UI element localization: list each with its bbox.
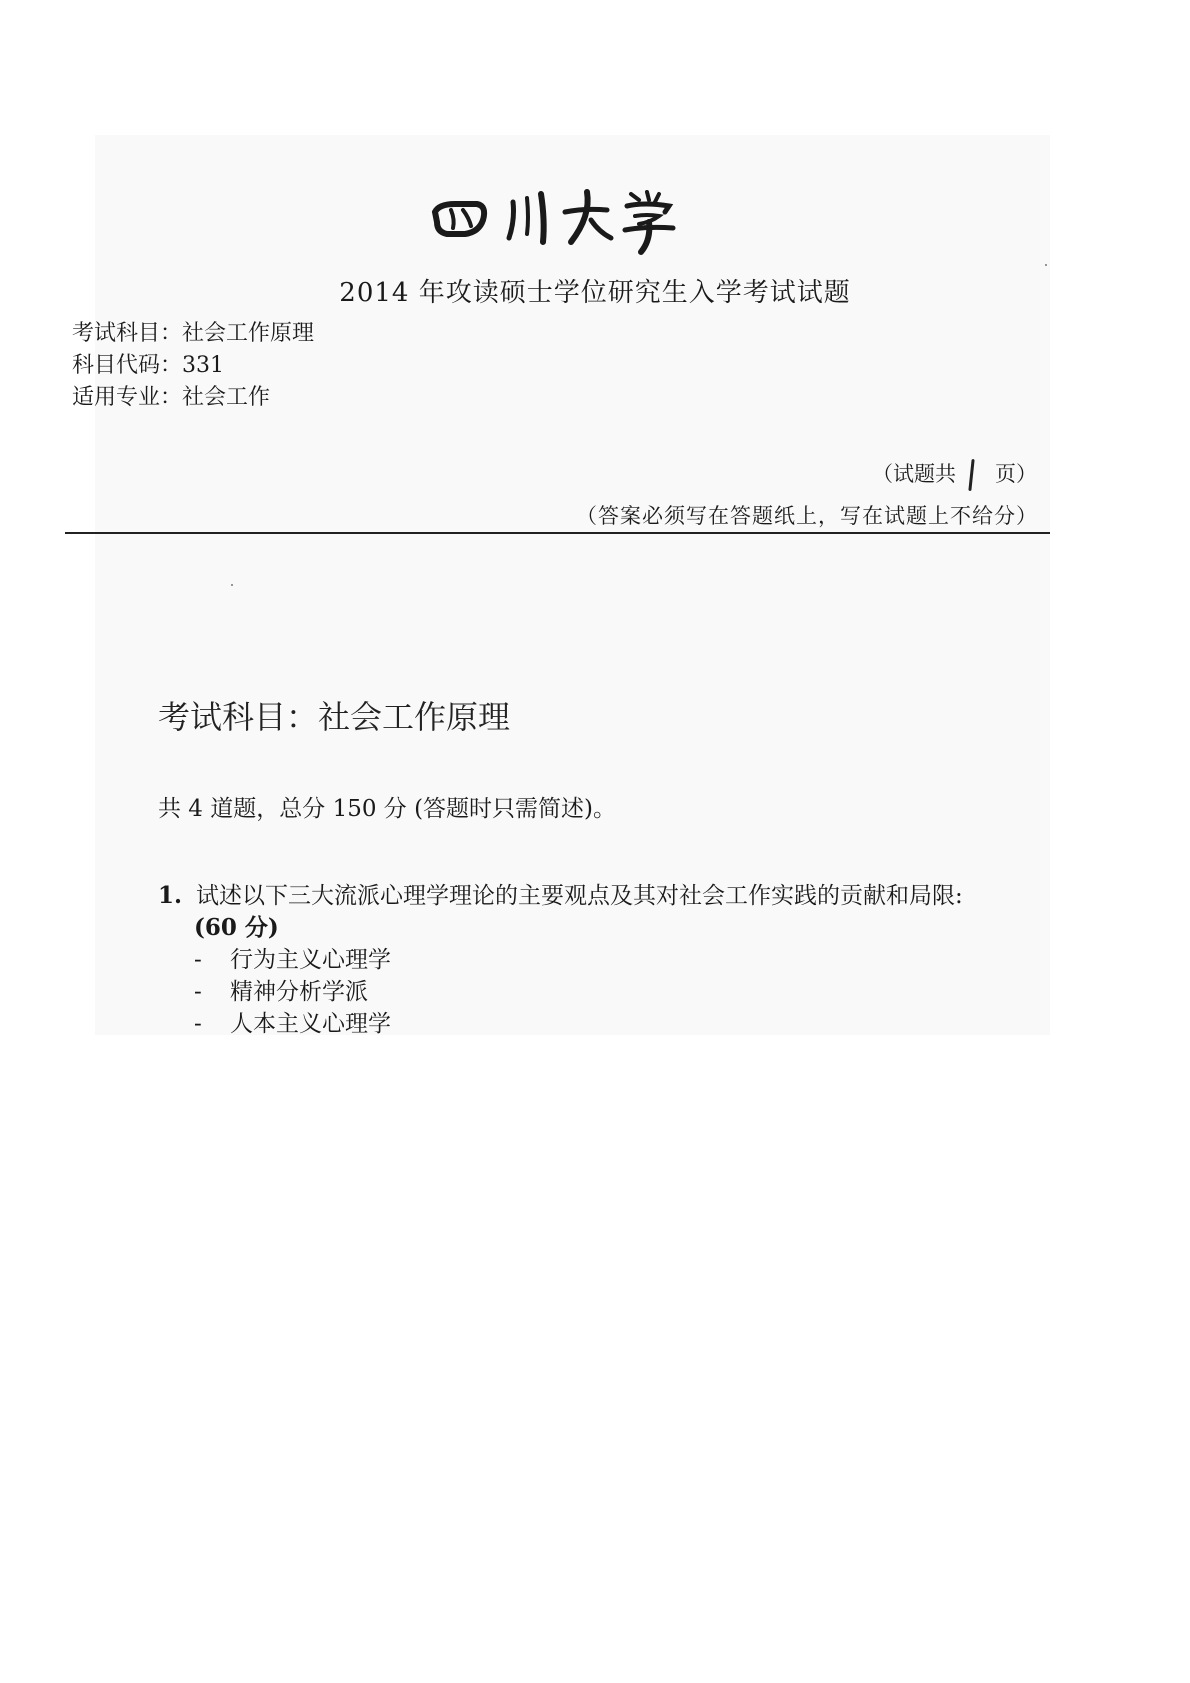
code-row — [72, 350, 314, 382]
list-item: - 人本主义心理学 — [194, 1011, 391, 1037]
handwritten-page-count — [968, 459, 974, 491]
question-number: 1. — [158, 882, 183, 909]
exam-summary: 共 4 道题，总分 150 分 (答题时只需简述)。 — [158, 796, 617, 822]
subject-label: 考试科目： — [72, 321, 183, 346]
code-value: 331 — [182, 353, 225, 378]
scan-speck — [231, 584, 233, 586]
question-1 — [158, 880, 963, 1040]
list-item: - 行为主义心理学 — [194, 947, 391, 973]
major-row — [72, 382, 314, 414]
page-count-note — [872, 458, 1037, 491]
major-label: 适用专业： — [72, 385, 183, 410]
major-value: 社会工作 — [182, 385, 271, 410]
page-count-suffix: 页） — [995, 462, 1037, 486]
answer-instruction: （答案必须写在答题纸上，写在试题上不给分） — [576, 504, 1038, 528]
question-1-prompt — [158, 880, 963, 912]
subject-row — [72, 318, 314, 350]
page-count-prefix: （试题共 — [872, 462, 956, 486]
question-points: (60 分) — [194, 914, 279, 941]
subject-value: 社会工作原理 — [182, 321, 315, 346]
header-divider — [65, 532, 1050, 534]
scan-speck — [1045, 264, 1047, 266]
exam-meta — [72, 318, 314, 414]
list-item: - 精神分析学派 — [194, 979, 368, 1005]
question-text: 试述以下三大流派心理学理论的主要观点及其对社会工作实践的贡献和局限: — [196, 883, 963, 909]
university-logo — [425, 180, 685, 260]
question-1-items — [158, 944, 963, 1040]
exam-title: 2014 年攻读硕士学位研究生入学考试试题 — [339, 278, 851, 308]
code-label: 科目代码： — [72, 353, 183, 378]
subject-heading: 考试科目：社会工作原理 — [158, 698, 511, 736]
